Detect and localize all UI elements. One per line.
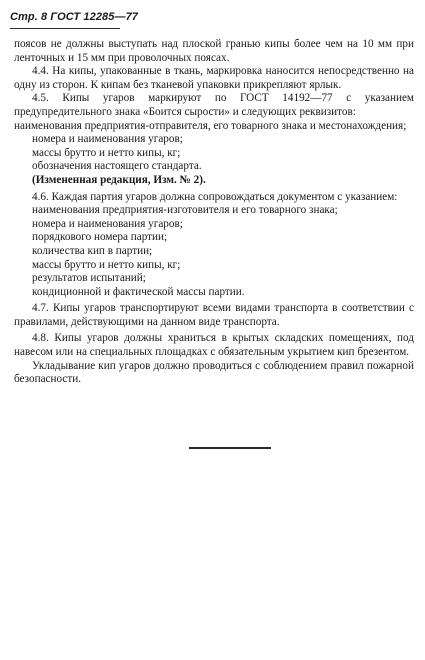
amendment-note: (Измененная редакция, Изм. № 2).: [32, 173, 206, 186]
paragraph-4-8: 4.8. Кипы угаров должны храниться в крытых складских помещениях, под навесом или на специальных площадках с обязательным укрытием кип брезентом.: [14, 332, 414, 359]
document-item: результатов испытаний;: [32, 272, 146, 285]
requisite-item: обозначения настоящего стандарта.: [32, 160, 202, 173]
document-item: наименования предприятия-изготовителя и его товарного знака;: [32, 204, 338, 217]
continuation-paragraph: поясов не должны выступать над плоской гранью кипы более чем на 10 мм при ленточных и 15 мм при проволочных поясах.: [14, 38, 414, 64]
page-header: Стр. 8 ГОСТ 12285—77: [10, 11, 139, 23]
paragraph-4-8-fire-safety: Укладывание кип угаров должно проводиться с соблюдением правил пожарной безопасности.: [14, 359, 414, 386]
requisite-item: массы брутто и нетто кипы, кг;: [32, 146, 181, 159]
document-item: порядкового номера партии;: [32, 231, 168, 244]
paragraph-4-4: 4.4. На кипы, упакованные в ткань, маркировка наносится непосредственно на одну из сторон. К кипам без тканевой упаковки прикрепляют ярлык.: [14, 65, 414, 91]
document-item: массы брутто и нетто кипы, кг;: [32, 258, 181, 271]
paragraph-4-5: 4.5. Кипы угаров маркируют по ГОСТ 14192—77 с указанием предупредительного знака «Боится сырости» и следующих реквизитов:: [14, 92, 414, 118]
paragraph-4-7: 4.7. Кипы угаров транспортируют всеми видами транспорта в соответствии с правилами, действующими на данном виде транспорта.: [14, 302, 414, 328]
header-underline: [10, 28, 120, 29]
document-body: [14, 38, 414, 387]
requisite-item: наименования предприятия-отправителя, его товарного знака и местонахождения;: [14, 119, 407, 132]
requisite-item: номера и наименования угаров;: [32, 133, 183, 146]
paragraph-4-6: 4.6. Каждая партия угаров должна сопровождаться документом с указанием:: [32, 190, 398, 203]
document-item: кондиционной и фактической массы партии.: [32, 285, 245, 298]
end-of-section-rule: [189, 447, 271, 449]
document-item: номера и наименования угаров;: [32, 217, 183, 230]
document-item: количества кип в партии;: [32, 244, 153, 257]
